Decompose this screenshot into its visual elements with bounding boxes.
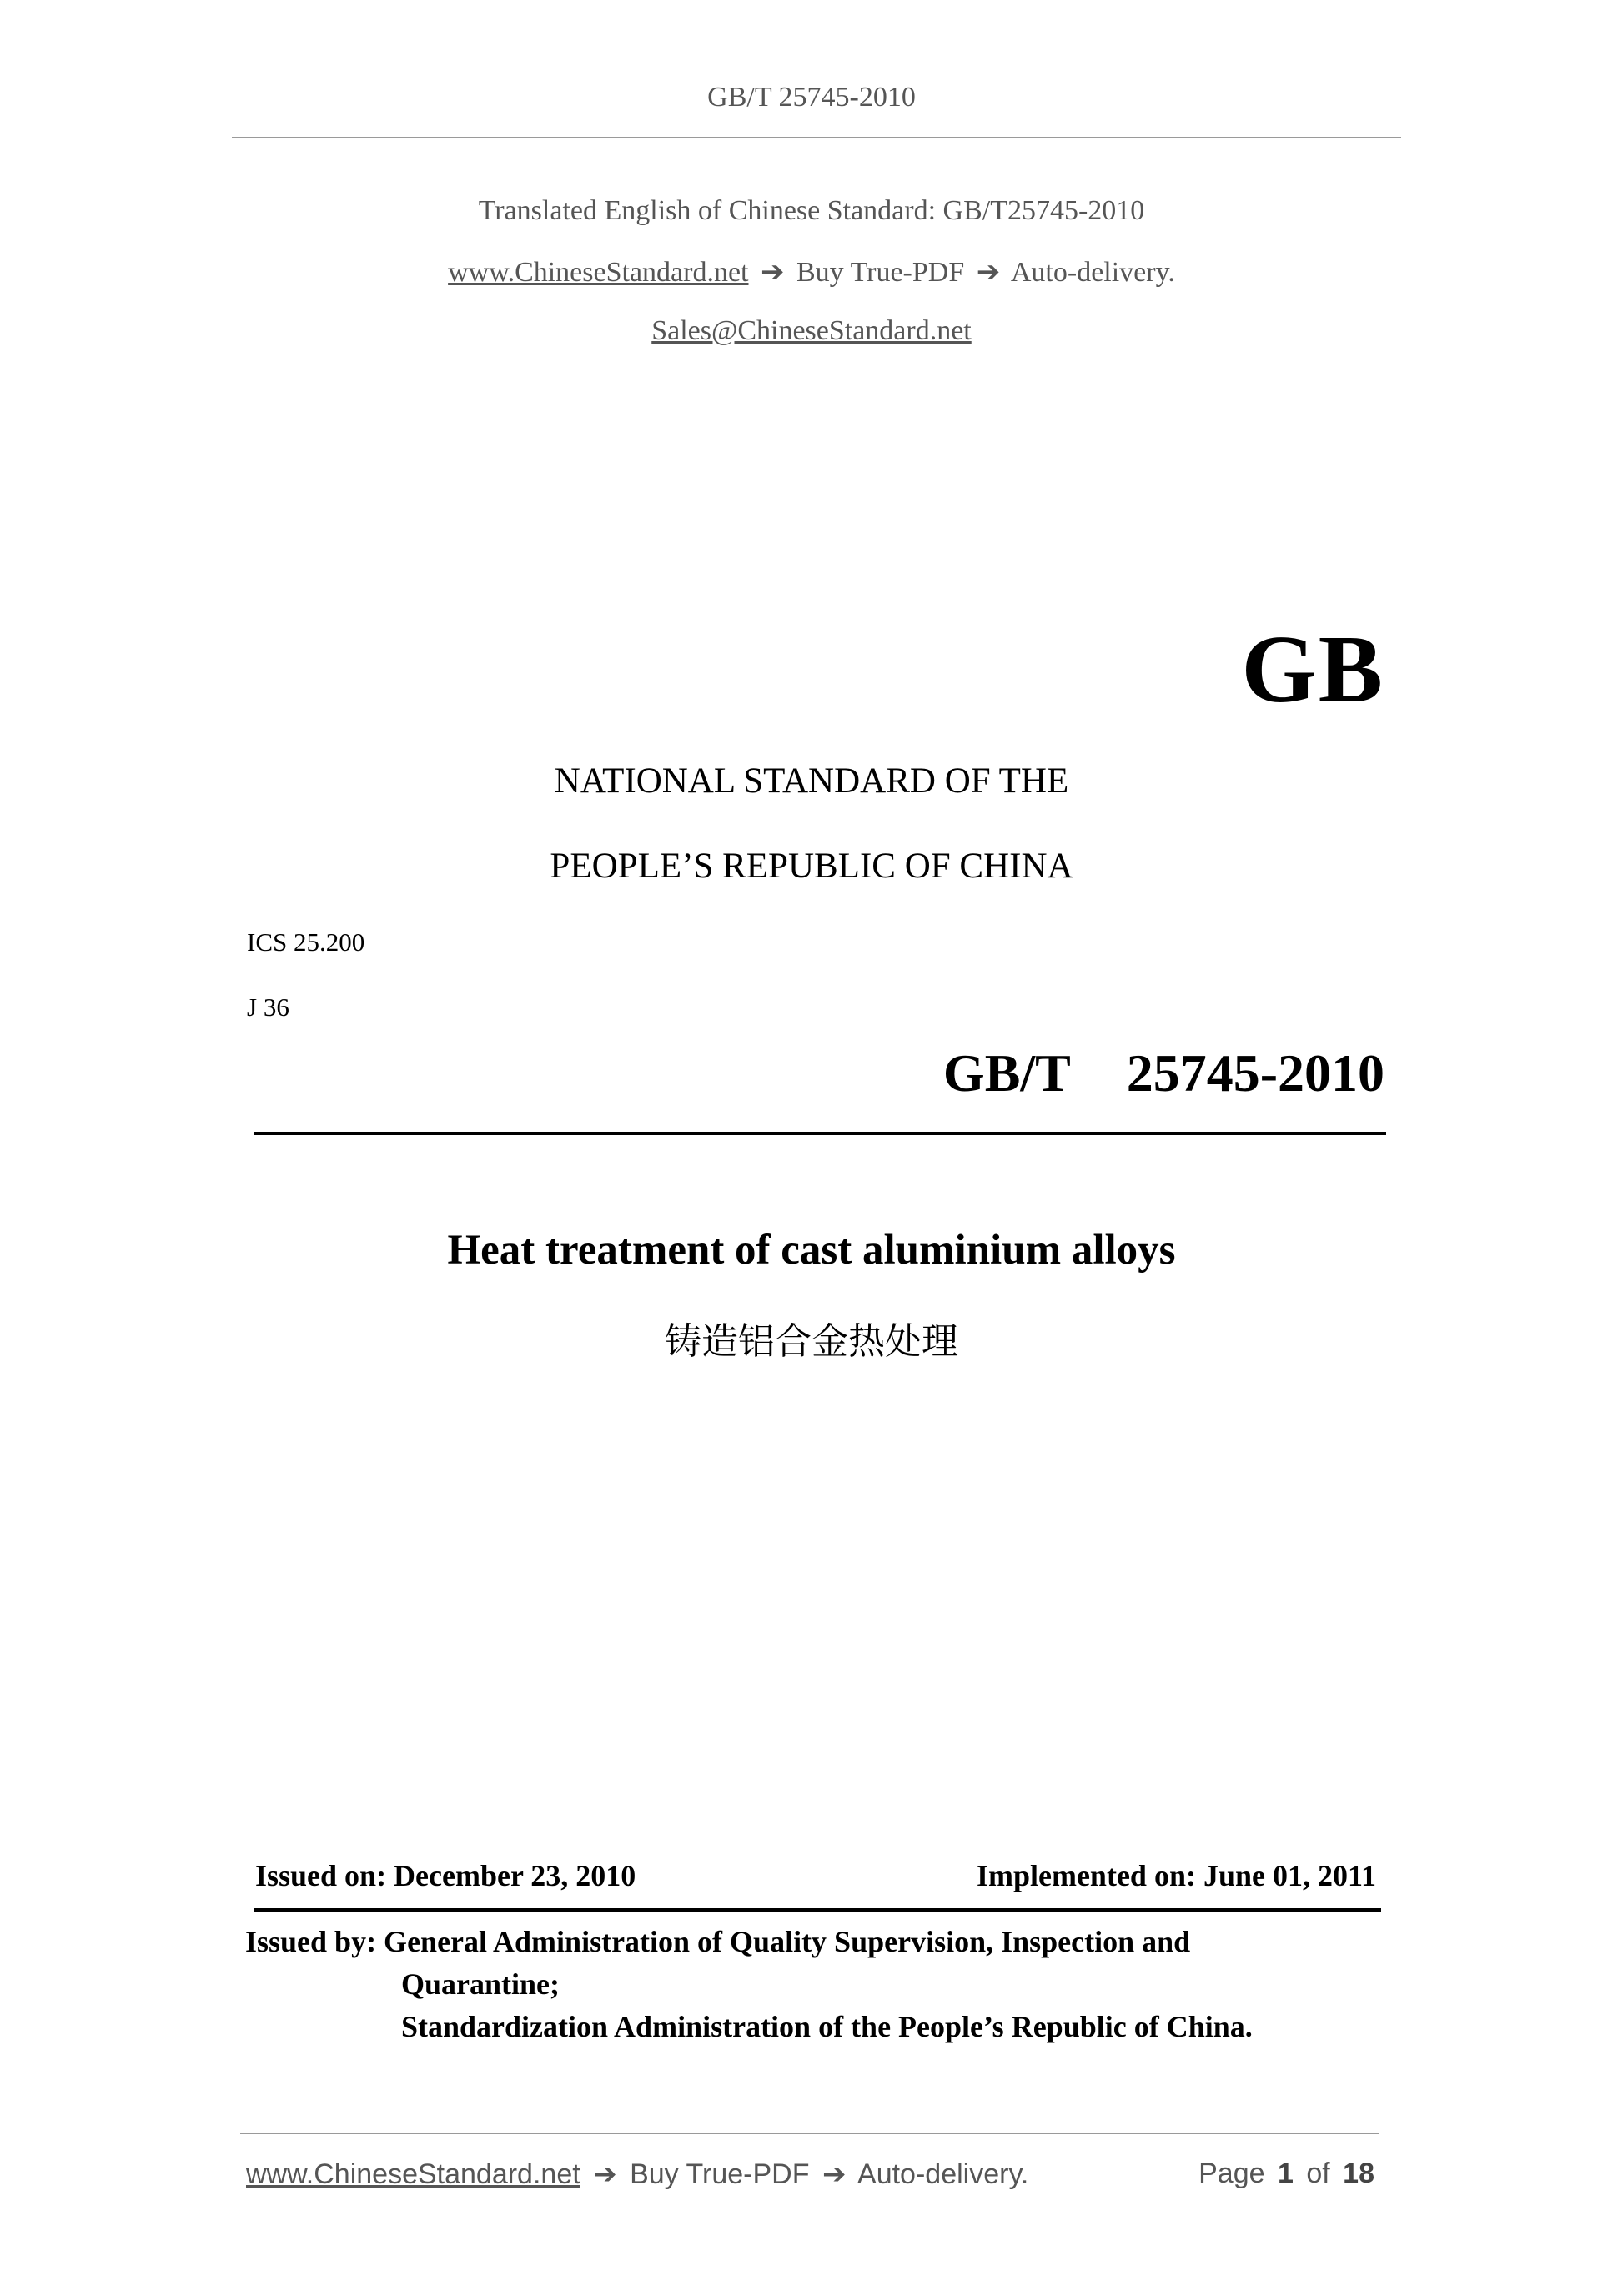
gb-logo: GB bbox=[1241, 616, 1384, 723]
page-total: 18 bbox=[1343, 2158, 1374, 2189]
site-link[interactable]: www.ChineseStandard.net bbox=[448, 257, 749, 288]
page-label: Page bbox=[1198, 2158, 1265, 2189]
footer-divider bbox=[240, 2133, 1379, 2134]
arrow-right-icon: ➔ bbox=[976, 257, 1001, 288]
national-heading-line2: PEOPLE’S REPUBLIC OF CHINA bbox=[550, 847, 1073, 886]
dates-divider bbox=[254, 1908, 1381, 1912]
ccs-code: J 36 bbox=[247, 992, 289, 1022]
footer-delivery-text: Auto-delivery. bbox=[857, 2158, 1029, 2190]
issued-by-line3: Standardization Administration of the People’s Republic of China. bbox=[401, 2010, 1253, 2043]
standard-number-divider bbox=[254, 1132, 1386, 1135]
footer-site-link[interactable]: www.ChineseStandard.net bbox=[246, 2158, 580, 2190]
title-chinese: 铸造铝合金热处理 bbox=[665, 1320, 958, 1363]
purchase-line bbox=[0, 255, 1623, 289]
arrow-right-icon: ➔ bbox=[822, 2158, 847, 2190]
email-link[interactable]: Sales@ChineseStandard.net bbox=[651, 315, 972, 346]
translation-notice: Translated English of Chinese Standard: GB/T25745-2010 bbox=[478, 195, 1145, 226]
national-heading-line1: NATIONAL STANDARD OF THE bbox=[554, 761, 1069, 801]
issued-by bbox=[245, 1921, 1413, 2048]
ics-code: ICS 25.200 bbox=[247, 927, 365, 957]
buy-text: Buy True-PDF bbox=[796, 257, 965, 288]
title-english: Heat treatment of cast aluminium alloys bbox=[447, 1227, 1176, 1274]
arrow-right-icon: ➔ bbox=[761, 257, 785, 288]
delivery-text: Auto-delivery. bbox=[1010, 257, 1175, 288]
running-header: GB/T 25745-2010 bbox=[707, 82, 916, 113]
page-of: of bbox=[1306, 2158, 1330, 2189]
footer-buy-text: Buy True-PDF bbox=[630, 2158, 810, 2190]
issued-by-line1: Issued by: General Administration of Quality Supervision, Inspection and bbox=[245, 1925, 1191, 1958]
implemented-on-date: Implemented on: June 01, 2011 bbox=[976, 1859, 1376, 1892]
arrow-right-icon: ➔ bbox=[593, 2158, 617, 2190]
issued-by-line2: Quarantine; bbox=[401, 1967, 560, 2001]
footer-purchase-line bbox=[246, 2158, 1028, 2191]
issued-on-date: Issued on: December 23, 2010 bbox=[255, 1859, 636, 1892]
page-current: 1 bbox=[1277, 2158, 1294, 2189]
email-line bbox=[0, 315, 1623, 347]
standard-number: GB/T 25745-2010 bbox=[942, 1043, 1384, 1103]
page-indicator bbox=[1198, 2158, 1374, 2190]
header-divider bbox=[232, 137, 1401, 138]
